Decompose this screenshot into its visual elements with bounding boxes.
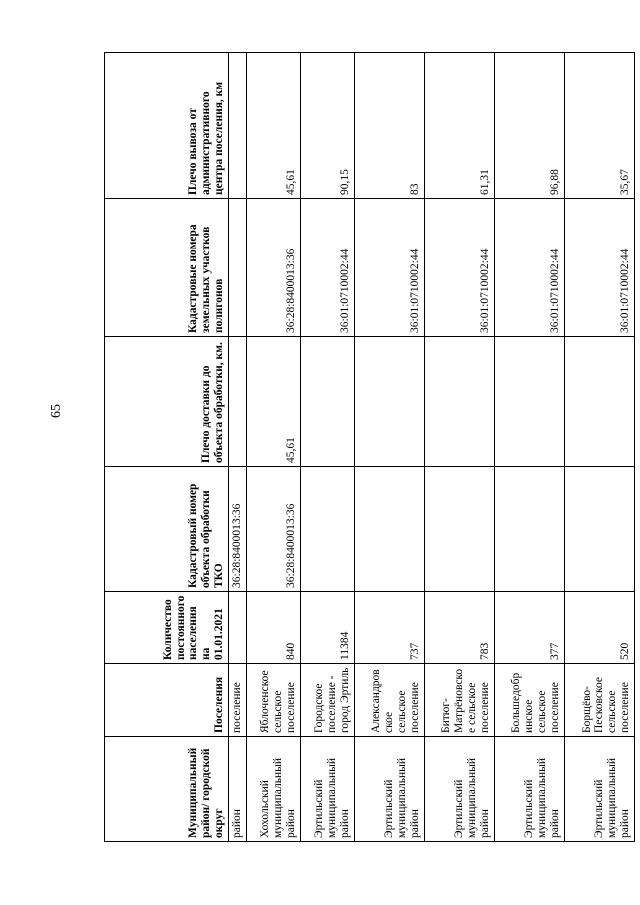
table-row (300, 53, 354, 842)
table-cell: 36:01:0710002:44 (300, 199, 354, 337)
table-cell: 11384 (300, 592, 354, 664)
table-cell: 83 (354, 53, 424, 199)
table-row (494, 53, 564, 842)
table-cell: Эртильский муниципальный район (300, 737, 354, 842)
table-cell: Эртильский муниципальный район (424, 737, 494, 842)
table-cell: 35,67 (564, 53, 634, 199)
table-cell: 36:01:0710002:44 (494, 199, 564, 337)
table-cell: 36:01:0710002:44 (424, 199, 494, 337)
table-cell: Эртильский муниципальный район (564, 737, 634, 842)
table-cell (424, 467, 494, 592)
table-row (246, 53, 300, 842)
table-cell (354, 337, 424, 467)
table-cell (494, 337, 564, 467)
table-cell: Александровское сельское поселение (354, 664, 424, 737)
table-cell: 840 (246, 592, 300, 664)
table-cell (564, 337, 634, 467)
table-cell (229, 199, 247, 337)
table-header-row (105, 53, 229, 842)
table-cell: 96,88 (494, 53, 564, 199)
table-cell: Эртильский муниципальный район (354, 737, 424, 842)
header-processing-cadastral: Кадастровый номер объекта обработки ТКО (105, 467, 229, 592)
table-cell: район (229, 737, 247, 842)
table-cell: Большедобринское сельское поселение (494, 664, 564, 737)
table-cell: Борщёво-Песковское сельское поселение (564, 664, 634, 737)
table-cell (229, 337, 247, 467)
table-continuation-row (229, 53, 247, 842)
table-cell (494, 467, 564, 592)
table-cell (229, 592, 247, 664)
header-landfill-cadastral: Кадастровые номера земельных участков полигонов (105, 199, 229, 337)
table-cell (229, 53, 247, 199)
table-cell: 90,15 (300, 53, 354, 199)
table-cell (354, 467, 424, 592)
table-cell: 61,31 (424, 53, 494, 199)
header-population: Количество постоянного населения на 01.01.2021 (105, 592, 229, 664)
table-cell: 737 (354, 592, 424, 664)
table-cell (300, 467, 354, 592)
table-cell: 36:28:8400013:36 (246, 467, 300, 592)
table-cell (424, 337, 494, 467)
table-cell: 45,61 (246, 53, 300, 199)
table-cell: 45,61 (246, 337, 300, 467)
table-cell: 377 (494, 592, 564, 664)
table-cell: 36:28:8400013:36 (246, 199, 300, 337)
table-cell: поселение (229, 664, 247, 737)
table-cell: 36:01:0710002:44 (564, 199, 634, 337)
rotated-table-container (104, 53, 635, 842)
header-delivery-distance: Плечо доставки до объекта обработки, км. (105, 337, 229, 467)
table-cell: Хохольский муниципальный район (246, 737, 300, 842)
table-row (354, 53, 424, 842)
header-district: Муниципальный район/ городской округ (105, 737, 229, 842)
table-cell: Эртильский муниципальный район (494, 737, 564, 842)
table-cell: 783 (424, 592, 494, 664)
table-cell: 36:28:8400013:36 (229, 467, 247, 592)
table-cell (300, 337, 354, 467)
page-number: 65 (49, 404, 64, 418)
landfill-table (104, 52, 635, 842)
table-row (424, 53, 494, 842)
table-cell: Городское поселение - город Эртиль (300, 664, 354, 737)
header-settlement: Поселения (105, 664, 229, 737)
table-cell: 520 (564, 592, 634, 664)
table-row (564, 53, 634, 842)
table-cell: Яблоченское сельское поселение (246, 664, 300, 737)
table-cell: 36:01:0710002:44 (354, 199, 424, 337)
table-cell: Битюг-Матрёновское сельское поселение (424, 664, 494, 737)
table-cell (564, 467, 634, 592)
header-removal-distance: Плечо вывоза от административного центра поселения, км (105, 53, 229, 199)
